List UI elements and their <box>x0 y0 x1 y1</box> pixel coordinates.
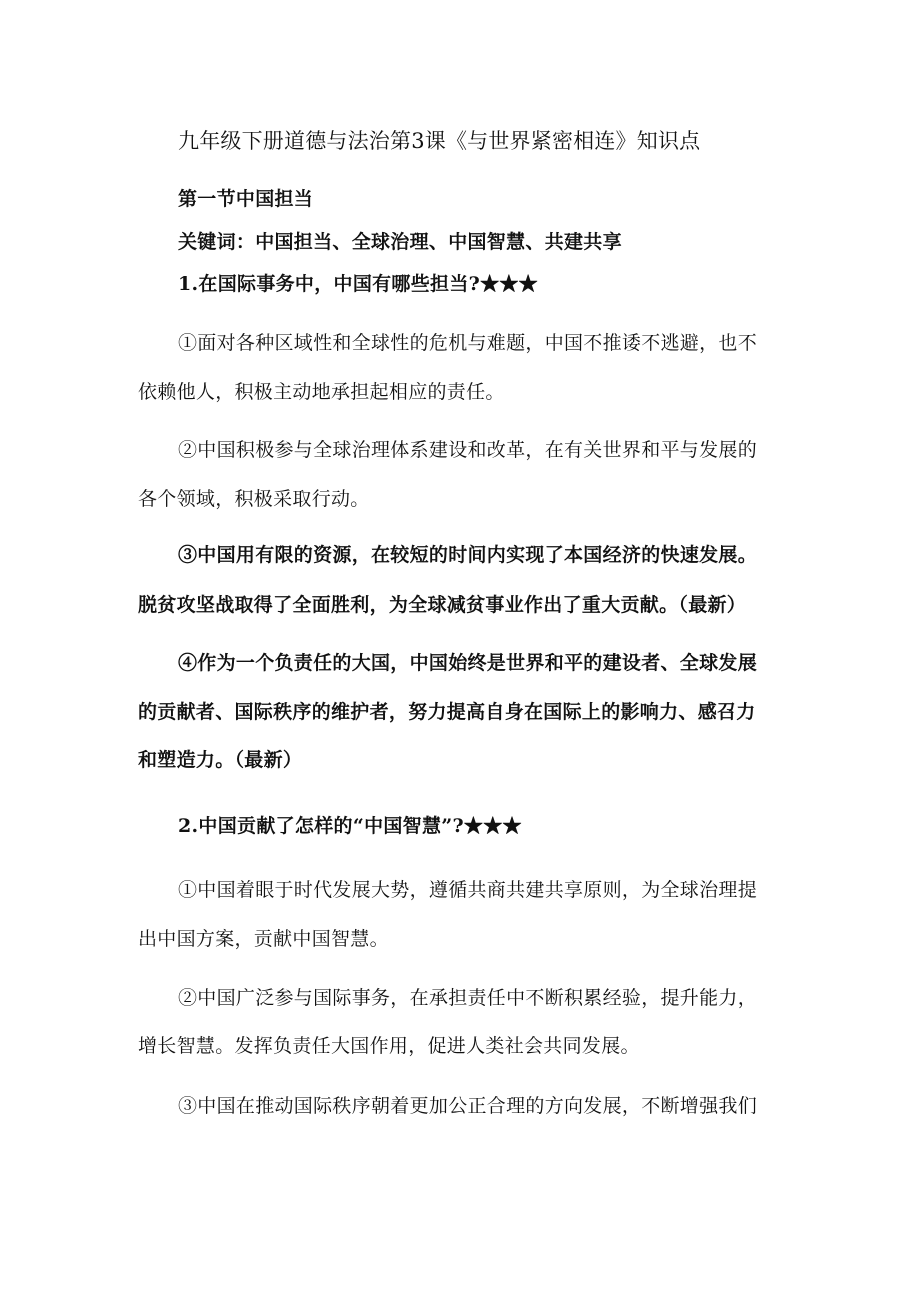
question-2: 2.中国贡献了怎样的“中国智慧”?★★★ <box>178 815 522 837</box>
q1-answer-2-line-1: ②中国积极参与全球治理体系建设和改革，在有关世界和平与发展的 <box>178 439 758 461</box>
q2-answer-1-line-1: ①中国着眼于时代发展大势，遵循共商共建共享原则，为全球治理提 <box>178 879 758 901</box>
q1-answer-4-line-1: ④作为一个负责任的大国，中国始终是世界和平的建设者、全球发展 <box>178 652 758 674</box>
q1-answer-3-line-2: 脱贫攻坚战取得了全面胜利，为全球减贫事业作出了重大贡献。（最新） <box>138 594 747 616</box>
q2-answer-3-line-1: ③中国在推动国际秩序朝着更加公正合理的方向发展，不断增强我们 <box>178 1095 758 1117</box>
q1-answer-3-line-1: ③中国用有限的资源，在较短的时间内实现了本国经济的快速发展。 <box>178 544 758 566</box>
q1-answer-4-line-2: 的贡献者、国际秩序的维护者，努力提高自身在国际上的影响力、感召力 <box>138 701 756 723</box>
q1-answer-4-line-3: 和塑造力。（最新） <box>138 749 303 771</box>
section-heading: 第一节中国担当 <box>178 188 314 210</box>
question-1: 1.在国际事务中，中国有哪些担当?★★★ <box>178 273 538 295</box>
q2-answer-1-line-2: 出中国方案，贡献中国智慧。 <box>138 928 389 950</box>
q1-answer-1-line-2: 依赖他人，积极主动地承担起相应的责任。 <box>138 381 505 403</box>
keywords-line: 关键词：中国担当、全球治理、中国智慧、共建共享 <box>178 231 622 253</box>
q1-answer-1-line-1: ①面对各种区域性和全球性的危机与难题，中国不推诿不逃避，也不 <box>178 332 758 354</box>
q1-answer-2-line-2: 各个领域，积极采取行动。 <box>138 488 370 510</box>
document-title: 九年级下册道德与法治第3课《与世界紧密相连》知识点 <box>178 129 701 153</box>
q2-answer-2-line-1: ②中国广泛参与国际事务，在承担责任中不断积累经验，提升能力， <box>178 987 758 1009</box>
q2-answer-2-line-2: 增长智慧。发挥负责任大国作用，促进人类社会共同发展。 <box>138 1035 640 1057</box>
